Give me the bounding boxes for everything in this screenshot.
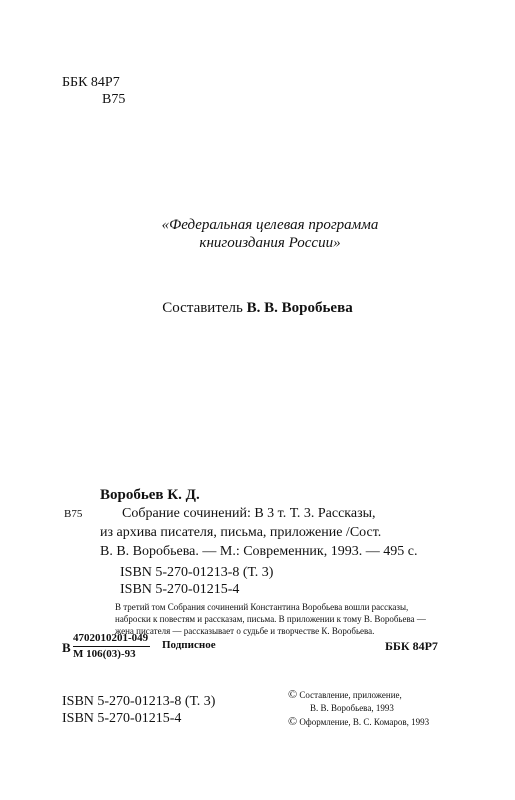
copyright-2-text: Оформление, В. С. Комаров, 1993 [299, 717, 430, 727]
copyright-1-text: Составление, приложение, [299, 690, 402, 700]
description-line-1: Собрание сочинений: В 3 т. Т. 3. Рассказы, [122, 506, 376, 521]
index-numerator: 4702010201-049 [73, 631, 150, 647]
subscription-label: Подписное [162, 639, 216, 651]
catalog-code: В75 [64, 508, 83, 520]
copyright-1-line-1 [288, 688, 429, 702]
program-note [130, 216, 410, 252]
footer-isbn-2: ISBN 5-270-01215-4 [62, 711, 182, 726]
catalog-author: Воробьев К. Д. [100, 487, 200, 503]
annotation [115, 601, 460, 637]
footer-isbn-block [62, 693, 215, 727]
compiler-label: Составитель [162, 300, 243, 316]
bbk-classification-block [62, 74, 125, 108]
program-line-1: «Федеральная целевая программа [161, 217, 379, 233]
catalog-isbn-2: ISBN 5-270-01215-4 [120, 582, 240, 597]
description-line-2: из архива писателя, письма, приложение /Сост. [100, 525, 382, 540]
compiler-line [0, 300, 515, 317]
index-denominator: М 106(03)-93 [73, 648, 136, 660]
index-letter: В [62, 640, 71, 655]
catalog-isbn-block [120, 564, 273, 598]
catalog-description [100, 504, 450, 561]
copyright-2-line [288, 715, 429, 729]
description-line-3: В. В. Воробьева. — М.: Современник, 1993. — 495 с. [100, 544, 418, 559]
copyright-block [288, 688, 429, 729]
copyright-icon: © [288, 714, 298, 728]
catalog-bbk: ББК 84Р7 [385, 639, 438, 653]
footer-isbn-1: ISBN 5-270-01213-8 (Т. 3) [62, 694, 216, 709]
catalog-isbn-1: ISBN 5-270-01213-8 (Т. 3) [120, 565, 274, 580]
annotation-line-3: жена писателя — рассказывает о судьбе и творчестве К. Воробьева. [115, 626, 375, 636]
copyright-1-line-2: В. В. Воробьева, 1993 [310, 703, 394, 713]
annotation-line-2: наброски к повестям и рассказам, письма. В приложении к тому В. Воробьева — [115, 614, 426, 624]
copyright-icon: © [288, 687, 298, 701]
program-line-2: книгоиздания России» [199, 235, 341, 251]
bbk-code: ББК 84Р7 [62, 75, 120, 90]
annotation-line-1: В третий том Собрания сочинений Константина Воробьева вошли рассказы, [115, 602, 409, 612]
author-sign-code: В75 [102, 92, 126, 107]
compiler-name: В. В. Воробьева [246, 300, 353, 316]
index-fraction [73, 631, 150, 662]
